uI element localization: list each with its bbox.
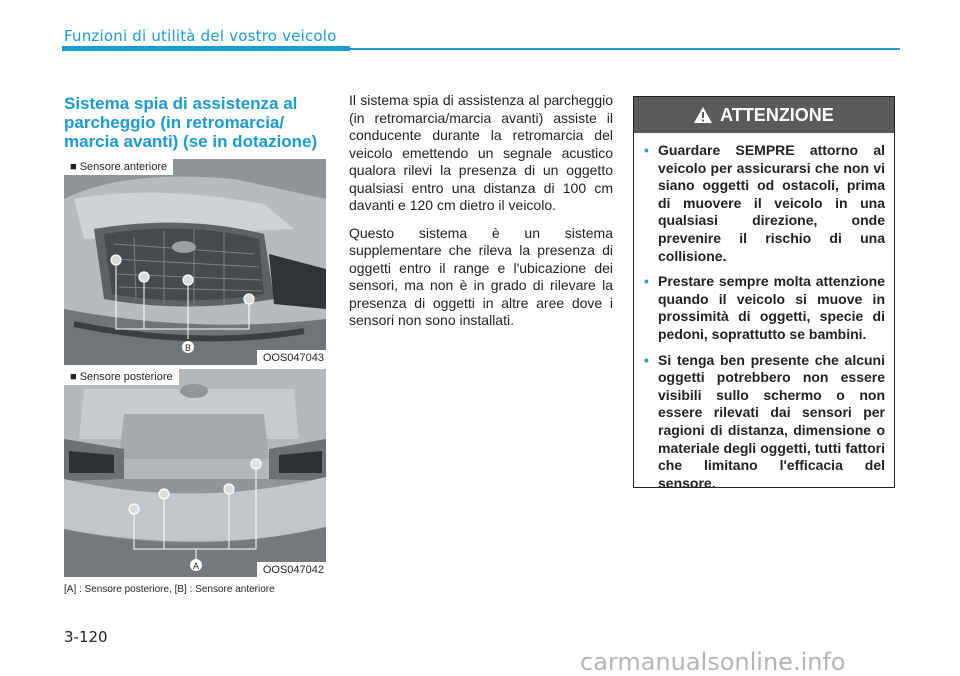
- figure-caption: [A] : Sensore posteriore, [B] : Sensore anteriore: [64, 584, 275, 595]
- warning-header: [634, 97, 894, 133]
- figure-code-front: OOS047043: [257, 350, 326, 365]
- warning-item: • Si tenga ben presente che alcuni oggetti potrebbero non essere visibili sullo schermo o non essere rilevati dai sensori per ragioni di distanza, dimensione o materiale degli oggetti, tutti fattori che limitano l'efficacia del sensore.: [644, 351, 885, 491]
- chapter-title: Funzioni di utilità del vostro veicolo: [64, 27, 337, 45]
- warning-triangle-icon: [694, 107, 712, 123]
- bullet-icon: •: [644, 351, 649, 368]
- header-rule-thin: [350, 48, 900, 50]
- rear-sensor-figure: [64, 369, 326, 577]
- warning-box: [633, 96, 895, 491]
- figure-marker-a: A: [192, 561, 200, 571]
- section-title: Sistema spia di assistenza al parcheggio (in retromarcia/ marcia avanti) (se in dotazione): [64, 94, 318, 151]
- watermark: carmanualsonline.info: [580, 648, 846, 676]
- rear-car-illustration: [64, 369, 326, 577]
- front-car-illustration: [64, 159, 326, 365]
- header-rule-thick: [62, 46, 350, 51]
- bullet-icon: •: [644, 273, 649, 290]
- figure-code-rear: OOS047042: [257, 562, 326, 577]
- bullet-icon: •: [644, 142, 649, 158]
- page-number: 3-120: [64, 628, 108, 646]
- body-paragraph-1: Il sistema spia di assistenza al parcheggio (in retromarcia/marcia avanti) assiste il conducente durante la retromarcia del veicolo emettendo un segnale acustico qualora rilevi la presenza di un oggetto qualsiasi entro una distanza di 100 cm davanti e 120 cm dietro il veicolo.: [349, 92, 613, 213]
- front-sensor-figure: [64, 159, 326, 365]
- warning-item: • Guardare SEMPRE attorno al veicolo per assicurarsi che non vi siano oggetti od ostacoli, prima di muovere il veicolo in una qualsiasi direzione, onde prevenire il rischio di una collisione.: [644, 142, 885, 264]
- figure-label-front: ■ Sensore anteriore: [64, 159, 173, 175]
- body-paragraph-2: Questo sistema è un sistema supplementare che rileva la presenza di oggetti entro il range e l'ubicazione dei sensori, ma non è in grado di rilevare la presenza di oggetti in altre aree dove i sensori non sono installati.: [349, 224, 613, 328]
- warning-item: • Prestare sempre molta attenzione quando il veicolo si muove in prossimità di oggetti, specie di pedoni, soprattutto se bambini.: [644, 273, 885, 342]
- warning-title: ATTENZIONE: [720, 104, 834, 125]
- warning-list: [634, 142, 894, 500]
- body-text: [349, 92, 613, 340]
- figure-marker-b: B: [184, 343, 192, 353]
- figure-label-rear: ■ Sensore posteriore: [64, 369, 179, 385]
